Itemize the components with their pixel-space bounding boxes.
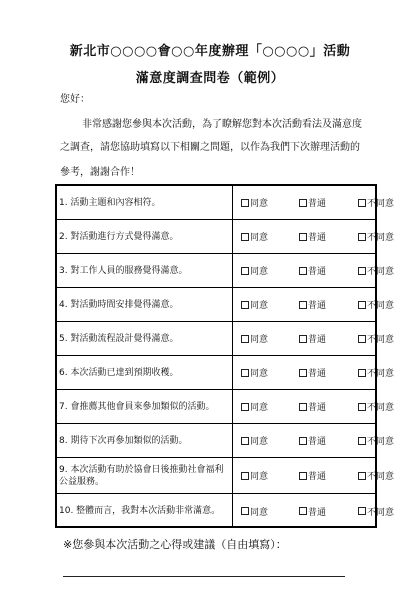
checkbox-icon[interactable] (358, 369, 366, 377)
option-neutral[interactable]: 普通 (299, 322, 326, 355)
question-text: 8. 期待下次再參加類似的活動。 (57, 424, 233, 457)
option-disagree[interactable]: 不同意 (358, 322, 394, 355)
intro-line-1: 非常感謝您參與本次活動，為了瞭解您對本次活動看法及滿意度 (82, 119, 362, 130)
checkbox-icon[interactable] (358, 472, 366, 480)
intro-line-2: 之調查，請您協助填寫以下相關之問題，以作為我們下次辦理活動的 (60, 142, 360, 153)
checkbox-icon[interactable] (358, 199, 366, 207)
question-row (57, 424, 395, 458)
option-disagree[interactable]: 不同意 (358, 494, 394, 528)
checkbox-icon[interactable] (299, 199, 307, 207)
option-agree[interactable]: 同意 (241, 424, 268, 457)
checkbox-icon[interactable] (358, 233, 366, 241)
checkbox-icon[interactable] (241, 472, 249, 480)
checkbox-icon[interactable] (241, 267, 249, 275)
option-neutral[interactable]: 普通 (299, 288, 326, 321)
checkbox-icon[interactable] (299, 437, 307, 445)
checkbox-icon[interactable] (299, 301, 307, 309)
checkbox-icon[interactable] (241, 233, 249, 241)
option-disagree[interactable]: 不同意 (358, 186, 394, 219)
question-text: 7. 會推薦其他會員來參加類似的活動。 (57, 390, 233, 423)
question-row (57, 288, 395, 322)
option-disagree[interactable]: 不同意 (358, 220, 394, 253)
checkbox-icon[interactable] (358, 507, 366, 515)
option-agree[interactable]: 同意 (241, 322, 268, 355)
option-disagree[interactable]: 不同意 (358, 424, 394, 457)
question-row (57, 322, 395, 356)
checkbox-icon[interactable] (241, 437, 249, 445)
survey-table (55, 184, 395, 528)
checkbox-icon[interactable] (358, 403, 366, 411)
option-agree[interactable]: 同意 (241, 254, 268, 287)
intro-line-3: 參考，謝謝合作！ (60, 167, 140, 178)
question-text: 4. 對活動時間安排覺得滿意。 (57, 288, 233, 321)
option-disagree[interactable]: 不同意 (358, 356, 394, 389)
question-text: 3. 對工作人員的服務覺得滿意。 (57, 254, 233, 287)
option-disagree[interactable]: 不同意 (358, 390, 394, 423)
checkbox-icon[interactable] (358, 437, 366, 445)
option-neutral[interactable]: 普通 (299, 356, 326, 389)
checkbox-icon[interactable] (358, 267, 366, 275)
option-neutral[interactable]: 普通 (299, 458, 326, 493)
survey-subtitle: 滿意度調查問卷（範例） (135, 71, 285, 86)
question-row (57, 356, 395, 390)
option-agree[interactable]: 同意 (241, 494, 268, 528)
checkbox-icon[interactable] (241, 507, 249, 515)
option-agree[interactable]: 同意 (241, 356, 268, 389)
question-row (57, 458, 395, 494)
checkbox-icon[interactable] (299, 369, 307, 377)
feedback-prompt: ※您參與本次活動之心得或建議（自由填寫）： (63, 538, 287, 551)
checkbox-icon[interactable] (299, 267, 307, 275)
option-agree[interactable]: 同意 (241, 186, 268, 219)
question-row (57, 494, 395, 528)
feedback-write-line[interactable] (63, 576, 345, 577)
checkbox-icon[interactable] (299, 472, 307, 480)
question-text: 1. 活動主題和內容相符。 (57, 186, 233, 219)
question-row (57, 254, 395, 288)
option-neutral[interactable]: 普通 (299, 390, 326, 423)
question-row (57, 186, 395, 220)
question-text: 2. 對活動進行方式覺得滿意。 (57, 220, 233, 253)
question-text: 5. 對活動流程設計覺得滿意。 (57, 322, 233, 355)
question-row (57, 220, 395, 254)
checkbox-icon[interactable] (241, 301, 249, 309)
greeting: 您好： (60, 94, 90, 105)
option-agree[interactable]: 同意 (241, 390, 268, 423)
checkbox-icon[interactable] (299, 507, 307, 515)
checkbox-icon[interactable] (241, 335, 249, 343)
option-neutral[interactable]: 普通 (299, 424, 326, 457)
survey-title: 新北市○○○○會○○年度辦理「○○○○」活動 (69, 44, 351, 59)
checkbox-icon[interactable] (358, 335, 366, 343)
option-disagree[interactable]: 不同意 (358, 288, 394, 321)
option-agree[interactable]: 同意 (241, 288, 268, 321)
checkbox-icon[interactable] (241, 199, 249, 207)
question-text: 6. 本次活動已達到預期收穫。 (57, 356, 233, 389)
question-text: 9. 本次活動有助於協會日後推動社會福利公益服務。 (57, 458, 233, 493)
checkbox-icon[interactable] (241, 369, 249, 377)
checkbox-icon[interactable] (299, 335, 307, 343)
checkbox-icon[interactable] (241, 403, 249, 411)
question-row (57, 390, 395, 424)
option-disagree[interactable]: 不同意 (358, 254, 394, 287)
checkbox-icon[interactable] (299, 403, 307, 411)
option-neutral[interactable]: 普通 (299, 494, 326, 528)
option-agree[interactable]: 同意 (241, 220, 268, 253)
option-disagree[interactable]: 不同意 (358, 458, 394, 493)
checkbox-icon[interactable] (299, 233, 307, 241)
option-neutral[interactable]: 普通 (299, 186, 326, 219)
question-text: 10. 整體而言，我對本次活動非常滿意。 (57, 494, 233, 528)
option-agree[interactable]: 同意 (241, 458, 268, 493)
checkbox-icon[interactable] (358, 301, 366, 309)
option-neutral[interactable]: 普通 (299, 220, 326, 253)
option-neutral[interactable]: 普通 (299, 254, 326, 287)
